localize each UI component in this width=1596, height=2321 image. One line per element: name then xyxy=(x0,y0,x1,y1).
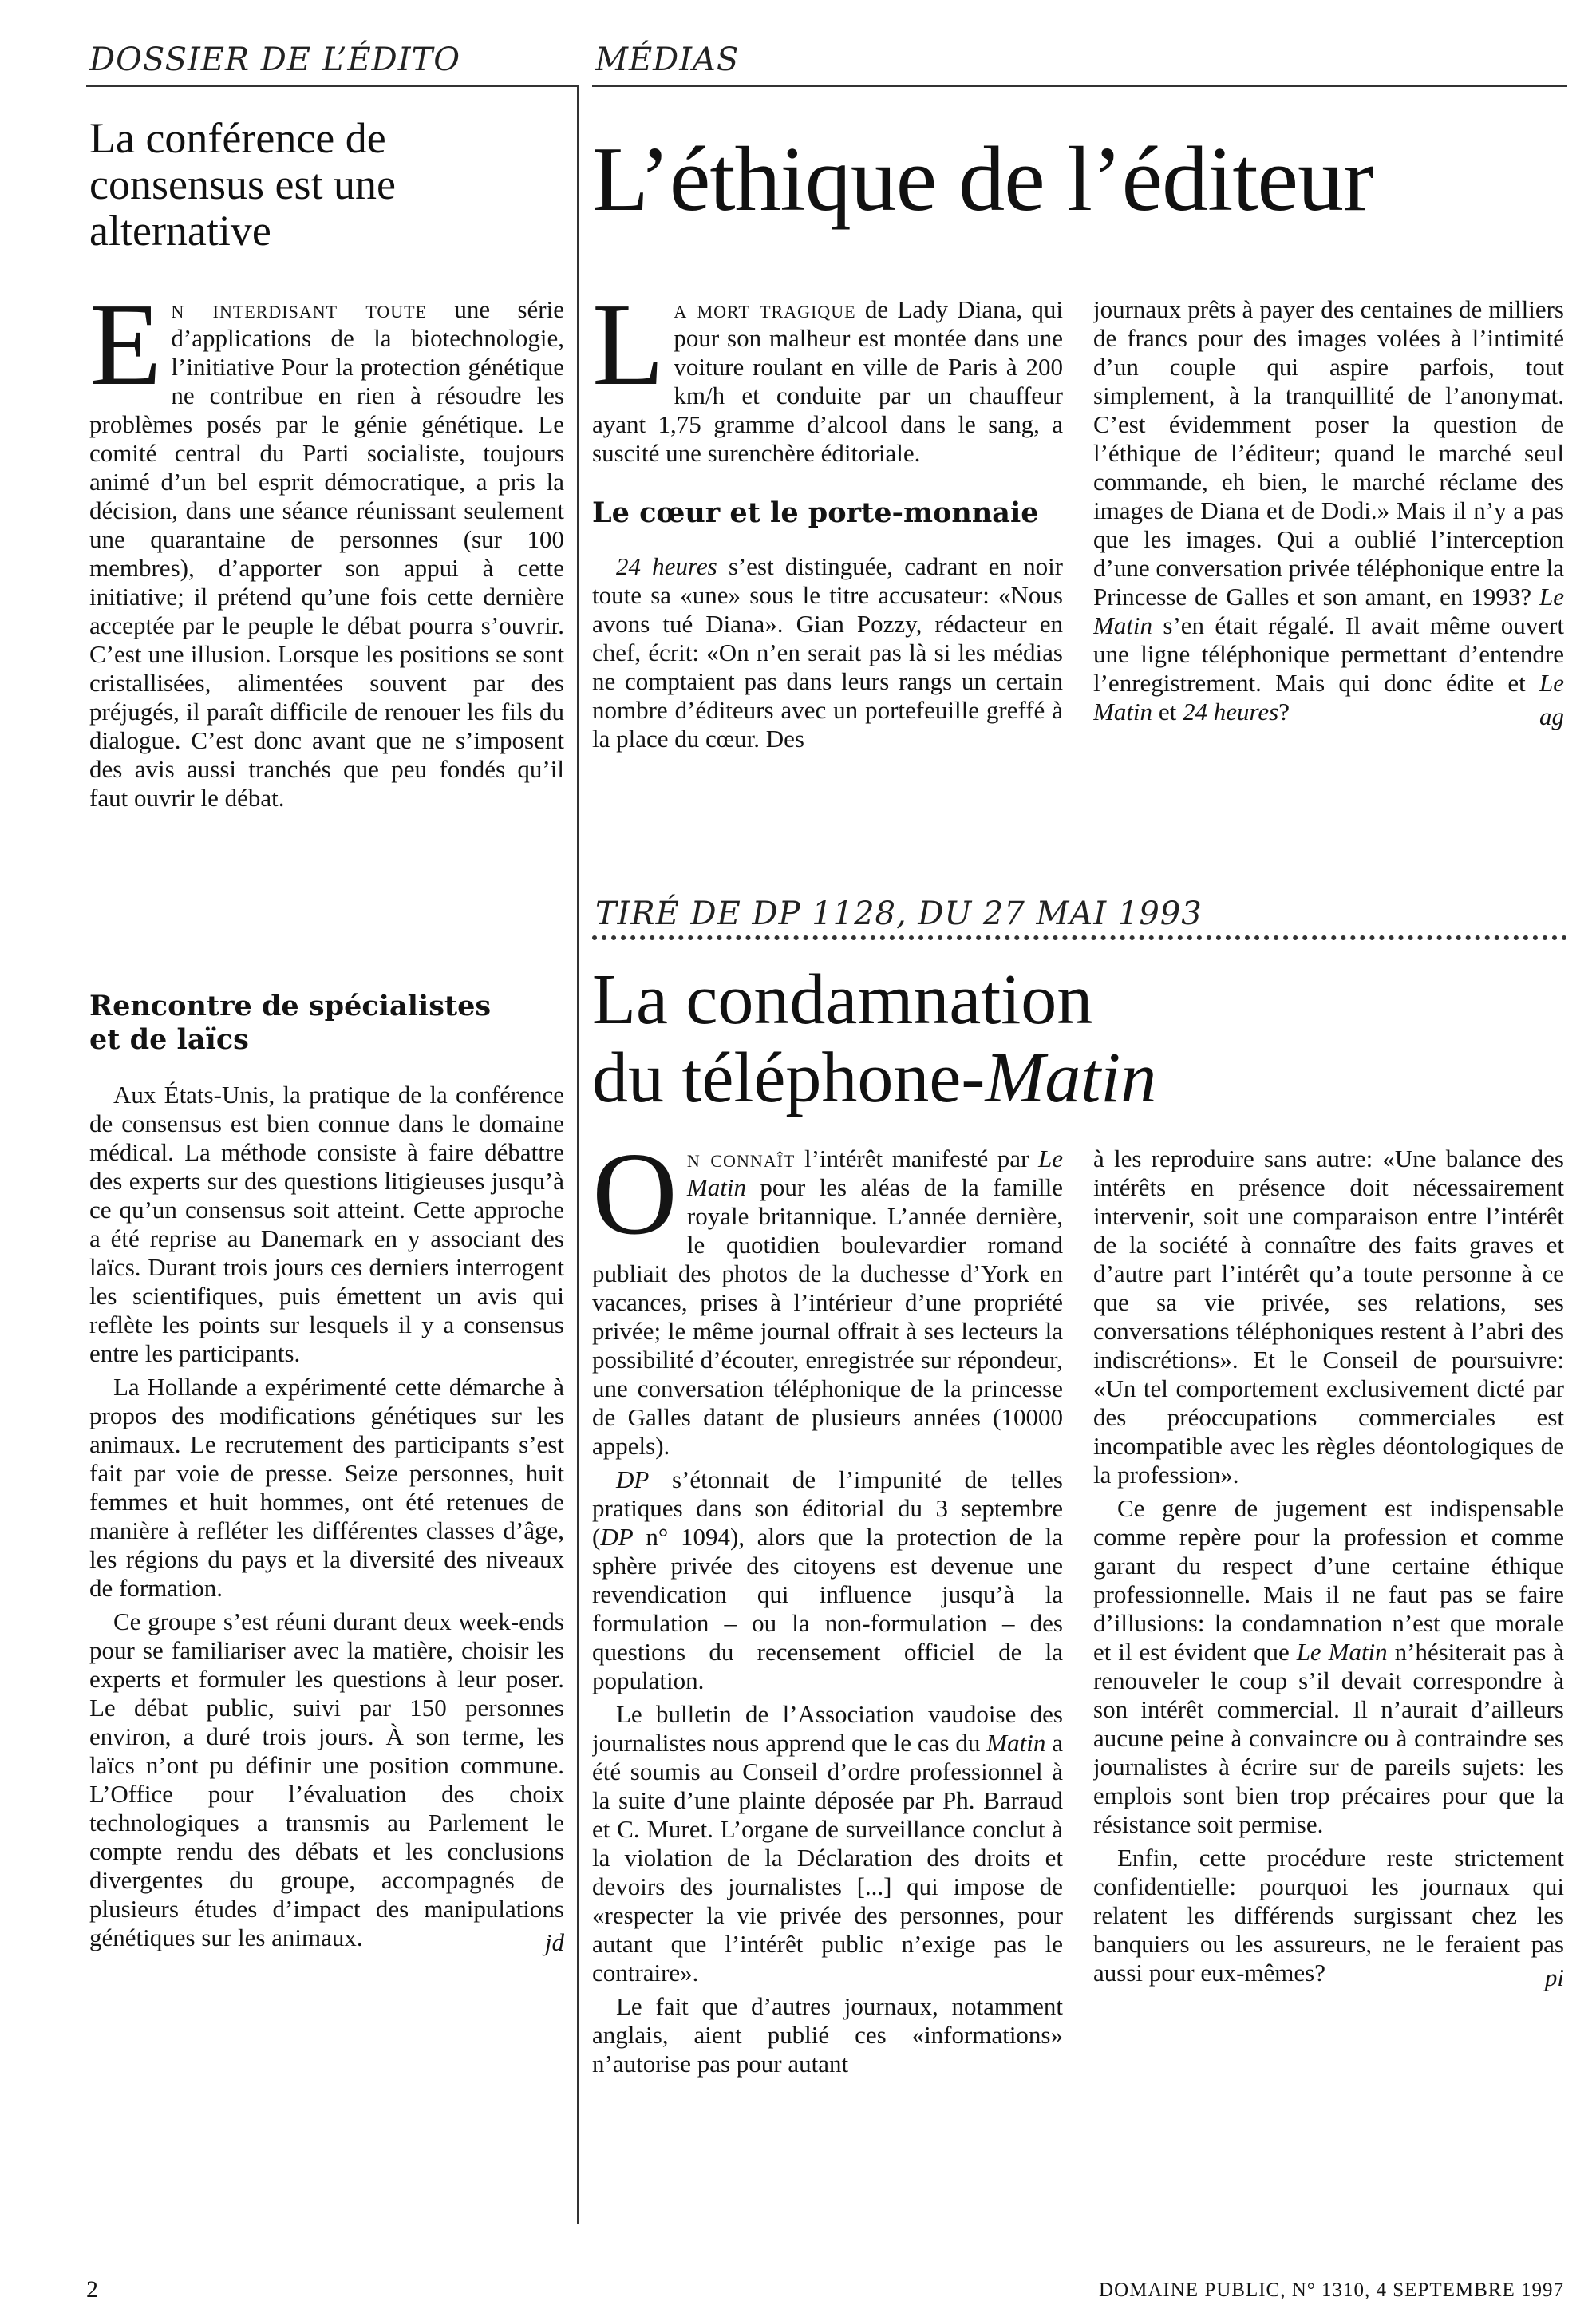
article1-subhead: Le cœur et le porte-monnaie xyxy=(592,496,1039,529)
left-body-text xyxy=(89,1081,564,2214)
article1-col2 xyxy=(1093,295,1564,886)
article2-p3-body: Le bulletin de l’Association vaudoise des journalistes nous apprend que le cas du xyxy=(592,1700,1063,1757)
article2-p2-body: n° 1094), alors que la protection de la sphère privée des citoyens est devenue une revendication qui influence jusqu’à la formulation – ou la non-formulation – des questions du recensement officiel de la population. xyxy=(592,1523,1063,1694)
publication-line: DOMAINE PUBLIC, N° 1310, 4 SEPTEMBRE 1997 xyxy=(1099,2279,1564,2301)
right-kicker: MÉDIAS xyxy=(595,42,740,78)
article2-italic-dp: DP xyxy=(616,1465,650,1493)
page-number: 2 xyxy=(86,2276,98,2303)
left-lead-smallcaps: n interdisant toute xyxy=(171,295,428,323)
article2-title-line2: du téléphone- xyxy=(592,1038,986,1117)
left-paragraph: Ce groupe s’est réuni durant deux week-ends pour se familiariser avec la matière, choisir les experts et formuler les questions à leur poser. Le débat public, suivi par 150 personnes environ, a duré trois jours. À son terme, les laïcs n’ont pu définir une position commune. L’Office pour l’évaluation des choix technologiques a transmis au Parlement le compte rendu des débats et les conclusions divergentes du groupe, accompagnés de plusieurs études d’impact des manipulations génétiques sur les animaux. xyxy=(89,1607,564,1951)
left-signature: jd xyxy=(544,1928,564,1956)
left-title: La conférence de consensus est une alternative xyxy=(89,114,396,255)
article2-p3-body: a été soumis au Conseil d’ordre professionnel à la suite d’une plainte déposée par Ph. Barraud et C. Muret. L’organe de surveillance conclut à la violation de la Déclaration des droits et devoirs des journalistes [...] qui impose de «respecter la vie privée des personnes, pour autant que l’intérêt public n’exige pas le contraire». xyxy=(592,1729,1063,1987)
article1-lead-smallcaps: a mort tragique xyxy=(674,295,856,323)
article1-title: L’éthique de l’éditeur xyxy=(592,129,1373,231)
article1-lead-body: de Lady Diana, qui pour son malheur est montée dans une voiture roulant en ville de Paris à 200 km/h et conduite par un chauffeur ayant 1,75 gramme d’alcool dans le sang, a suscité une surenchère éditoriale. xyxy=(592,295,1063,467)
article2-kicker: TIRÉ DE DP 1128, DU 27 MAI 1993 xyxy=(595,896,1203,932)
article1-italic-matin: Le Matin xyxy=(1093,669,1564,726)
column-divider xyxy=(577,85,579,2224)
article1-signature: ag xyxy=(1539,702,1564,730)
article2-col1 xyxy=(592,1145,1063,2222)
left-lead-body: une série d’applications de la biotechnologie, l’initiative Pour la protection génétique ne contribue en rien à résoudre les problèmes posés par le génie génétique. Le comité central du Parti socialiste, toujours animé d’un bel esprit démocratique, a pris la décision, dans une séance réunissant seulement une quarantaine de personnes (sur 100 membres), d’apporter son appui à cette initiative; il prétend qu’une fois cette dernière acceptée par le peuple le débat pourra s’ouvrir. C’est une illusion. Lorsque les positions se sont cristallisées, alimentées souvent par des préjugés, il paraît difficile de renouer les fils du dialogue. C’est donc avant que ne s’imposent des avis aussi tranchés que peu fondés qu’il faut ouvrir le débat. xyxy=(89,295,564,812)
article1-drop-cap: L xyxy=(592,295,665,410)
article2-p4: Le fait que d’autres journaux, notamment anglais, aient publié ces «informations» n’autorise pas pour autant xyxy=(592,1992,1063,2078)
article2-italic-matin: Matin xyxy=(986,1729,1046,1757)
article1-col2-text: s’en était régalé. Il avait même ouvert une ligne téléphonique permettant d’entendre l’enregistrement. Mais qui donc édite et xyxy=(1093,611,1564,697)
article1-col2-text: ? xyxy=(1278,698,1290,726)
article2-col2-p2: n’hésiterait pas à renouveler le coup s’il devait correspondre à son intérêt commercial. Il n’aurait d’ailleurs aucune peine à convaincre ou à contraindre ses journalistes à écrire sur de pareils sujets: les emplois sont bien trop précaires pour que la résistance soit permise. xyxy=(1093,1638,1564,1838)
article2-italic-matin: Le Matin xyxy=(1296,1638,1388,1666)
article1-col1 xyxy=(592,295,1063,910)
left-drop-cap: E xyxy=(89,295,162,410)
article2-col2 xyxy=(1093,1145,1564,2222)
article2-lead-smallcaps: n connaît xyxy=(686,1145,796,1172)
article1-col2-text: et xyxy=(1152,698,1183,726)
article2-title-italic: Matin xyxy=(985,1038,1157,1117)
article1-p2-italic: 24 heures xyxy=(616,552,717,580)
article2-signature: pi xyxy=(1544,1963,1564,1991)
article1-italic-matin: Le Matin xyxy=(1093,583,1564,639)
article2-drop-cap: O xyxy=(592,1145,678,1259)
article2-col2-p1: à les reproduire sans autre: «Une balance des intérêts en présence doit nécessairement intervenir, soit une comparaison entre l’intérêt de la société à connaître des faits graves et d’autre part l’intérêt qu’a toute personne à ce que sa vie privée, ses relations, ses conversations téléphoniques restent à l’abri des indiscrétions». Et le Conseil de poursuivre: «Un tel comportement exclusivement dicté par des préoccupations commerciales est incompatible avec les règles déontologiques de la profession». xyxy=(1093,1145,1564,1489)
left-kicker: DOSSIER DE L’ÉDITO xyxy=(89,42,461,78)
left-subhead: Rencontre de spécialistes et de laïcs xyxy=(89,990,492,1056)
left-paragraph: La Hollande a expérimenté cette démarche à propos des modifications génétiques sur les animaux. Le recrutement des participants s’est fait par voie de presse. Seize personnes, huit femmes et huit hommes, ont été retenues de manière à refléter les différentes classes d’âge, les régions du pays et la diversité des niveaux de formation. xyxy=(89,1373,564,1602)
article1-italic-24heures: 24 heures xyxy=(1182,698,1279,726)
article2-italic-dp: DP xyxy=(600,1523,634,1551)
article2-dotted-rule xyxy=(592,935,1567,940)
article2-col2-p2: Ce genre de jugement est indispensable comme repère pour la profession et comme garant du respect d’une certaine éthique professionnelle. Mais il ne faut pas se faire d’illusions: la condamnation n’est que morale et il est évident que xyxy=(1093,1494,1564,1666)
article2-col2-p3: Enfin, cette procédure reste strictement confidentielle: pourquoi les journaux qui relatent les différends surgissant chez les banquiers ou les assureurs, ne le feraient pas aussi pour eux-mêmes? xyxy=(1093,1844,1564,1987)
article2-title-line1: La condamnation xyxy=(592,960,1093,1039)
article2-p2-body: s’étonnait de l’impunité de telles pratiques dans son éditorial du 3 septembre ( xyxy=(592,1465,1063,1551)
article1-col2-text: journaux prêts à payer des centaines de milliers de francs pour des images volées à l’intimité d’un couple qui aspire parfois, tout simplement, à la tranquillité de l’anonymat. C’est évidemment poser la question de l’éthique de l’éditeur; quand le marché seul commande, eh bien, le marché réclame des images de Diana et de Dodi.» Mais il n’y a pas que les images. Qui a oublié l’interception d’une conversation privée téléphonique entre la Princesse de Galles et son amant, en 1993? xyxy=(1093,295,1564,611)
article1-p2-body: s’est distinguée, cadrant en noir toute sa «une» sous le titre accusateur: «Nous avons tué Diana». Gian Pozzy, rédacteur en chef, écrit: «On n’en serait pas là si les médias ne comptaient pas dans leurs rangs un certain nombre d’éditeurs avec un portefeuille greffé à la place du cœur. Des xyxy=(592,552,1063,753)
left-header-rule xyxy=(86,85,578,87)
left-lead-text xyxy=(89,295,564,958)
right-header-rule xyxy=(592,85,1567,87)
article2-italic-matin: Le Matin xyxy=(686,1145,1063,1201)
article2-lead-body: l’intérêt manifesté par xyxy=(795,1145,1038,1172)
article2-title xyxy=(592,961,1550,1117)
left-paragraph: Aux États-Unis, la pratique de la conférence de consensus est bien connue dans le domaine médical. La méthode consiste à faire débattre des experts sur des questions litigieuses jusqu’à ce qu’un consensus soit atteint. Cette approche a été reprise au Danemark en y associant des laïcs. Durant trois jours ces derniers interrogent les scientifiques, puis émettent un avis qui reflète les points sur lesquels il y a consensus entre les participants. xyxy=(89,1081,564,1367)
article2-lead-body: pour les aléas de la famille royale britannique. L’année dernière, le quotidien boulevardier romand publiait des photos de la duchesse d’York en vacances, prises à l’intérieur d’une propriété privée; le même journal offrait à ses lecteurs la possibilité d’écouter, enregistrée sur répondeur, une conversation téléphonique de la princesse de Galles datant de plusieurs années (10000 appels). xyxy=(592,1173,1063,1460)
